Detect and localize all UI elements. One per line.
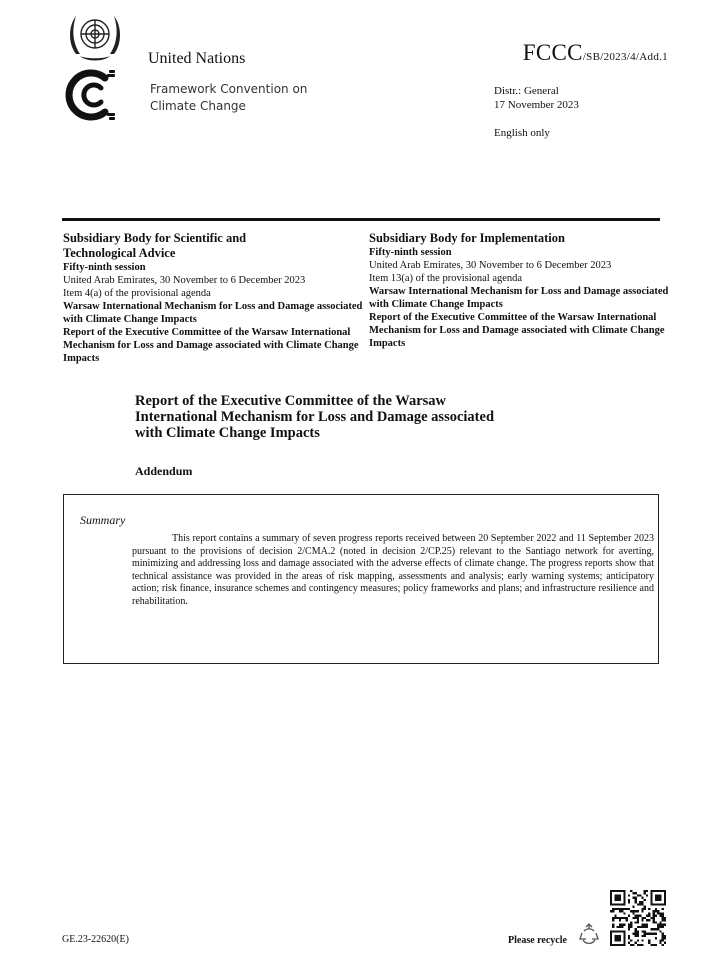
qr-code-icon (610, 890, 666, 946)
document-subtitle: Addendum (135, 464, 193, 478)
document-symbol (523, 40, 668, 66)
title-line-2: International Mechanism for Loss and Damage associated (135, 409, 495, 425)
sbi-item-title-2: Report of the Executive Committee of the Warsaw International Mechanism for Loss and Damage associated with Climate Change Impacts (369, 312, 665, 349)
sbi-header-block (369, 231, 669, 350)
sbsta-session: Fifty-ninth session (63, 262, 146, 273)
summary-box (63, 494, 659, 664)
sbsta-header-block (63, 231, 363, 365)
symbol-suffix: /SB/2023/4/Add.1 (582, 51, 668, 63)
summary-heading: Summary (80, 513, 126, 527)
framework-line-2: Climate Change (150, 99, 246, 113)
language-note: English only (494, 127, 550, 139)
distribution-label: Distr.: General (494, 85, 559, 97)
sbsta-venue: United Arab Emirates, 30 November to 6 December 2023 (63, 275, 306, 286)
document-title (135, 393, 595, 441)
sbsta-body-line-1: Subsidiary Body for Scientific and (63, 231, 247, 245)
title-line-1: Report of the Executive Committee of the Warsaw (135, 393, 446, 409)
un-emblem-icon (62, 10, 128, 68)
document-date: 17 November 2023 (494, 99, 579, 111)
recycle-icon (578, 923, 600, 945)
header-divider (62, 218, 660, 221)
sbi-session: Fifty-ninth session (369, 247, 452, 258)
sbsta-item-title-1: Warsaw International Mechanism for Loss and Damage associated with Climate Change Impacts (63, 301, 363, 325)
summary-text: This report contains a summary of seven progress reports received between 20 September 2022 and 11 September 2023 pursuant to the provisions of decision 2/CMA.2 (noted in decision 2/CP.25) relevant to the Santiago network for averting, minimizing and addressing loss and damage associated with the adverse effects of climate change. The progress reports show that technical assistance was provided in the areas of risk mapping, assessments and analysis; early warning systems; anticipatory action; risk finance, insurance schemes and contingency measures; policy frameworks and plans; and infrastructure resilience and rehabilitation. (132, 533, 654, 607)
sbi-item-title-1: Warsaw International Mechanism for Loss and Damage associated with Climate Change Impacts (369, 286, 669, 310)
sbi-body-line-1: Subsidiary Body for Implementation (369, 231, 565, 245)
framework-convention-label (150, 81, 307, 115)
title-line-3: with Climate Change Impacts (135, 425, 320, 441)
sbi-agenda-item: Item 13(a) of the provisional agenda (369, 273, 523, 284)
sbi-venue: United Arab Emirates, 30 November to 6 December 2023 (369, 260, 612, 271)
job-number: GE.23-22620(E) (62, 934, 129, 945)
sbsta-agenda-item: Item 4(a) of the provisional agenda (63, 288, 211, 299)
distribution-block (494, 84, 579, 112)
unfccc-logo-icon (65, 66, 123, 124)
recycle-label: Please recycle (508, 935, 567, 946)
sbsta-body-line-2: Technological Advice (63, 246, 176, 260)
organization-name: United Nations (148, 50, 246, 67)
framework-line-1: Framework Convention on (150, 82, 308, 96)
sbsta-item-title-2: Report of the Executive Committee of the Warsaw International Mechanism for Loss and Damage associated with Climate Change Impacts (63, 327, 359, 364)
symbol-main: FCCC (522, 40, 583, 65)
